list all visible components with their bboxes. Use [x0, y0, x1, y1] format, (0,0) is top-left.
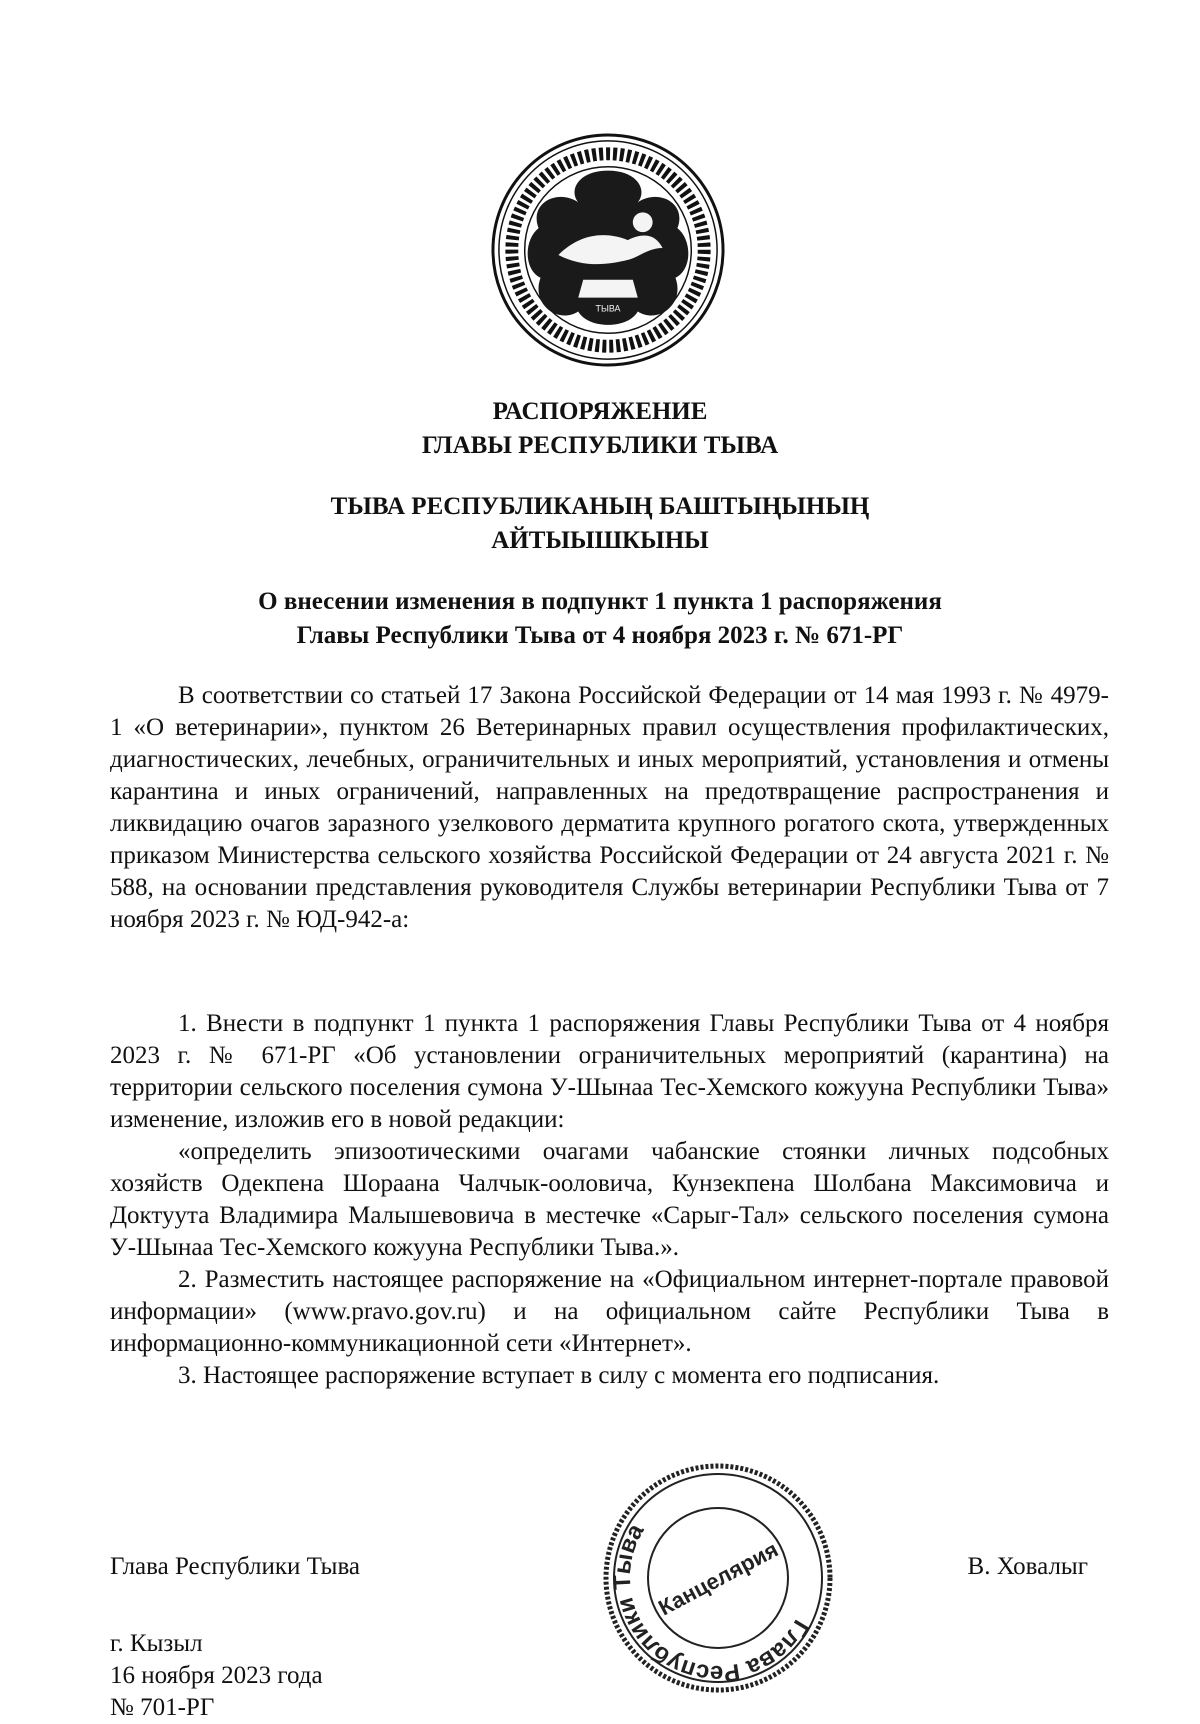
tuvan-title-line-2: АЙТЫЫШКЫНЫ [491, 527, 709, 554]
subject-title [0, 585, 1200, 653]
items-section [110, 1008, 1109, 1392]
issue-date: 16 ноября 2023 года [110, 1662, 323, 1689]
issue-details [110, 1628, 323, 1724]
stamp-ring-text: Глава Республики Тыва [608, 1519, 815, 1688]
office-stamp [598, 1458, 838, 1698]
document-number: № 701-РГ [110, 1694, 215, 1721]
subject-line-1: О внесении изменения в подпункт 1 пункта 1 распоряжения [258, 588, 942, 615]
item-1-quote-paragraph: «определить эпизоотическими очагами чабанские стоянки личных подсобных хозяйств Одекпена Шораана Чалчык-ооловича, Кунзекпена Шолбана Максимовича и Доктуута Владимира Малышевовича в местечке «Сарыг-Тал» сельского поселения сумона У-Шынаа Тес-Хемского кожууна Республики Тыва.». [110, 1138, 1109, 1261]
document-type-title [0, 395, 1200, 463]
preamble-paragraph: В соответствии со статьей 17 Закона Российской Федерации от 14 мая 1993 г. № 4979-1 «О ветеринарии», пунктом 26 Ветеринарных правил осуществления профилактических, диагностических, лечебных, ограничительных и иных мероприятий, установления и отмены карантина и иных ограничений, направленных на предотвращение распространения и ликвидацию очагов заразного узелкового дерматита крупного рогатого скота, утвержденных приказом Министерства сельского хозяйства Российской Федерации от 24 августа 2021 г. № 588, на основании представления руководителя Службы ветеринарии Республики Тыва от 7 ноября 2023 г. № ЮД-942-а: [110, 682, 1109, 933]
subject-line-2: Главы Республики Тыва от 4 ноября 2023 г. № 671-РГ [296, 622, 904, 649]
signatory-position: Глава Республики Тыва [110, 1553, 361, 1580]
item-2-paragraph: 2. Разместить настоящее распоряжение на «Официальном интернет-портале правовой информации» (www.pravo.gov.ru) и на официальном сайте Республики Тыва в информационно-коммуникационной сети «Интернет». [110, 1266, 1109, 1357]
svg-text:Глава Республики Тыва [598, 1518, 828, 1698]
signatory-name: В. Ховалыг [967, 1553, 1088, 1580]
title-line-1: РАСПОРЯЖЕНИЕ [492, 398, 708, 425]
tuvan-title [0, 490, 1200, 558]
preamble-section [110, 680, 1109, 936]
stamp-center-text: Канцелярия [654, 1536, 783, 1621]
tuvan-title-line-1: ТЫВА РЕСПУБЛИКАНЫҢ БАШТЫҢЫНЫҢ [330, 493, 870, 520]
item-1-paragraph: 1. Внести в подпункт 1 пункта 1 распоряжения Главы Республики Тыва от 4 ноября 2023 г. № 671-РГ «Об установлении ограничительных мероприятий (карантина) на территории сельского поселения сумона У-Шынаа Тес-Хемского кожууна Республики Тыва» изменение, изложив его в новой редакции: [110, 1010, 1109, 1133]
emblem-inscription: ТЫВА [595, 303, 621, 314]
issue-city: г. Кызыл [110, 1630, 203, 1657]
tuva-emblem [489, 131, 727, 369]
item-3-paragraph: 3. Настоящее распоряжение вступает в силу с момента его подписания. [178, 1362, 940, 1389]
title-line-2: ГЛАВЫ РЕСПУБЛИКИ ТЫВА [421, 432, 779, 459]
